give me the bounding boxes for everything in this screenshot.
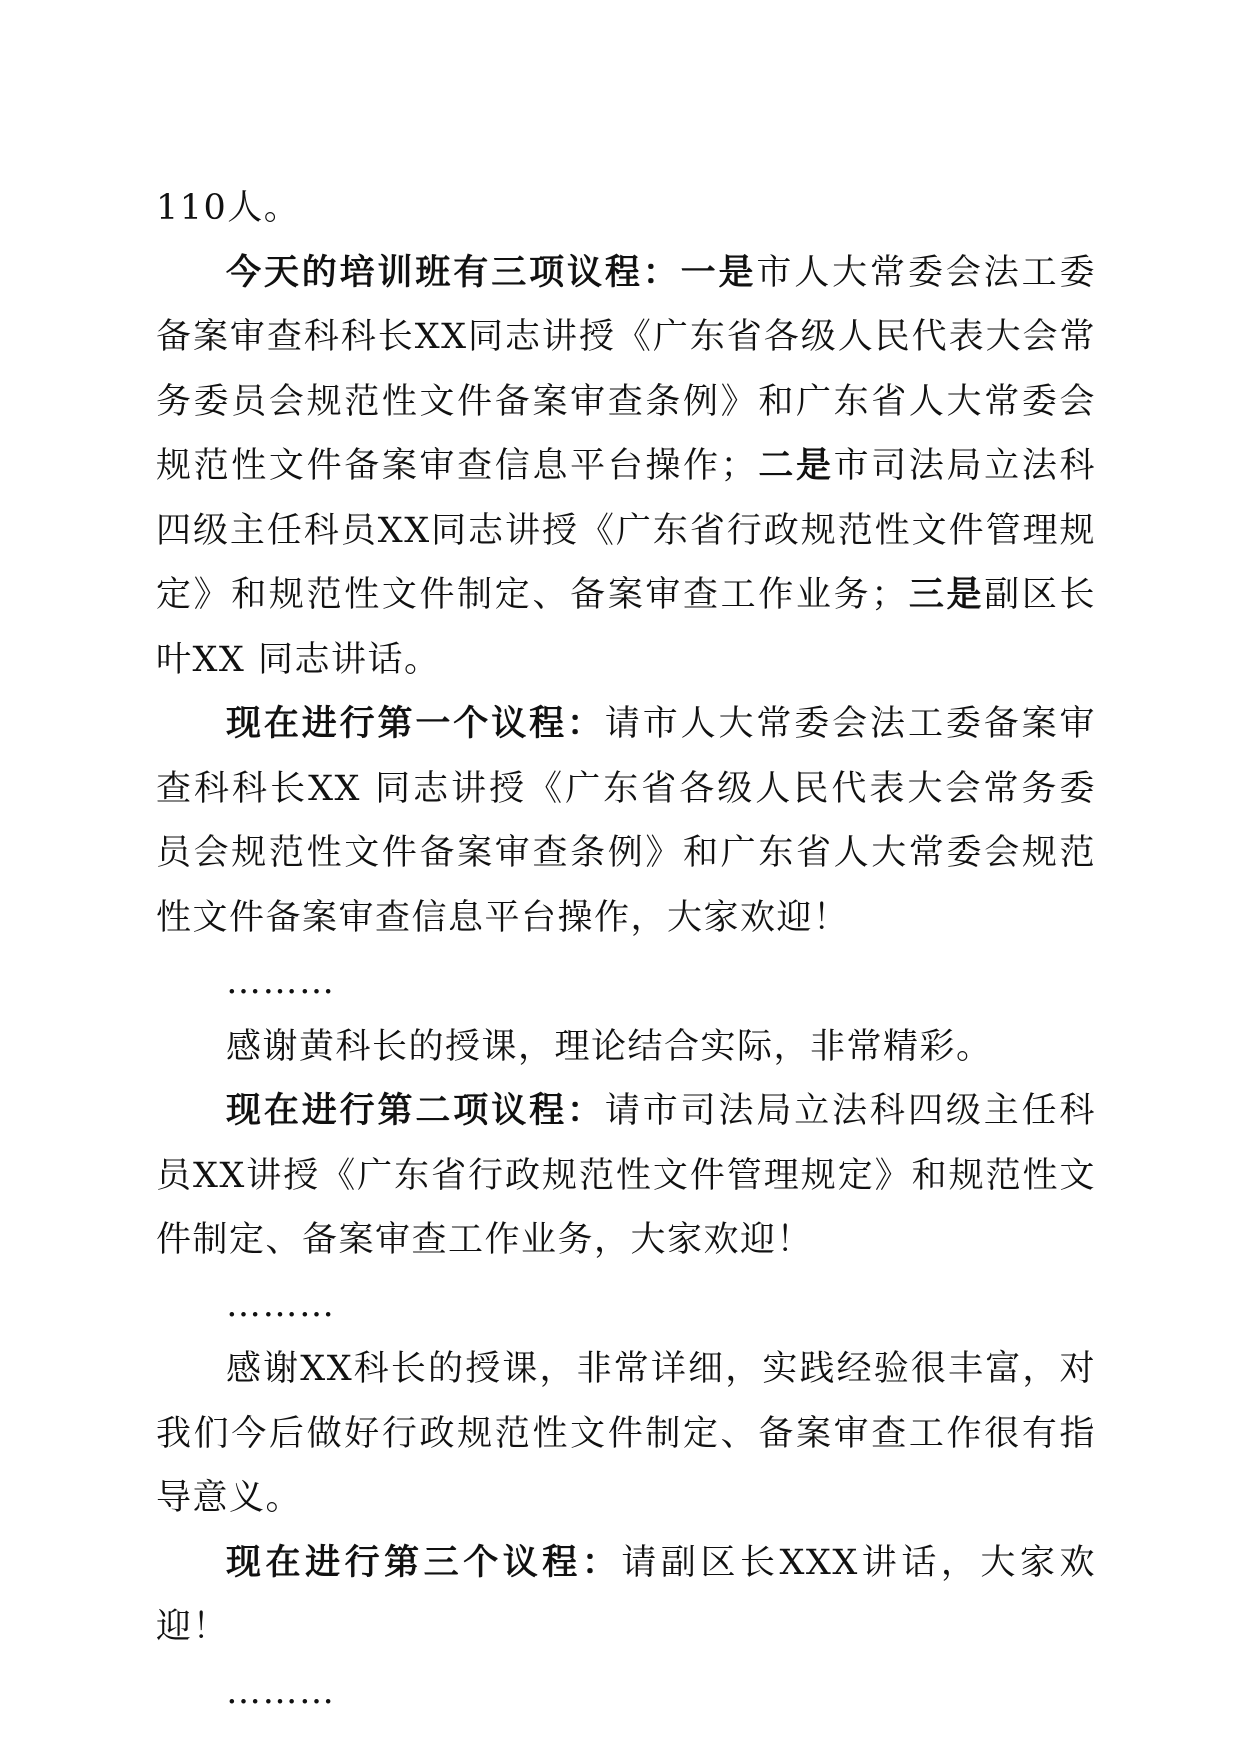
paragraph-agenda-one (156, 692, 1096, 950)
text-run: ……… (226, 962, 336, 1002)
paragraph-thanks-one (156, 1015, 1096, 1080)
ellipsis-break (156, 1660, 1096, 1725)
paragraph-agenda-three (156, 1531, 1096, 1660)
ellipsis-break (156, 950, 1096, 1015)
text-run: 市司法局立法科四级主任科员XX同志讲授《广东省行政规范性文件管理规定》和规范性文件制定、备案审查工作业务； (156, 446, 1096, 615)
text-run: 请市人大常委会法工委备案审查科科长XX 同志讲授《广东省各级人民代表大会常务委员会规范性文件备案审查条例》和广东省人大常委会规范性文件备案审查信息平台操作，大家欢迎！ (156, 704, 1096, 938)
text-run: 110人。 (156, 188, 301, 228)
item-one-marker: 一是 (680, 252, 757, 293)
text-run: 请市司法局立法科四级主任科员XX讲授《广东省行政规范性文件管理规定》和规范性文件制定、备案审查工作业务，大家欢迎！ (156, 1091, 1096, 1260)
text-run: ……… (226, 1671, 336, 1712)
text-run: ……… (226, 1284, 336, 1325)
agenda-heading: 今天的培训班有三项议程： (226, 252, 681, 293)
text-run: 感谢XX科长的授课，非常详细，实践经验很丰富，对我们今后做好行政规范性文件制定、备案审查工作很有指导意义。 (156, 1349, 1096, 1518)
agenda-two-heading: 现在进行第二项议程： (226, 1091, 605, 1131)
ellipsis-break (156, 1273, 1096, 1338)
agenda-three-heading: 现在进行第三个议程： (226, 1542, 622, 1583)
paragraph-attendance (156, 176, 1096, 241)
document-body (156, 176, 1096, 1724)
paragraph-thanks-two (156, 1337, 1096, 1531)
item-three-marker: 三是 (907, 575, 985, 615)
text-run: 感谢黄科长的授课，理论结合实际，非常精彩。 (226, 1026, 993, 1067)
text-run: 市人大常委会法工委备案审查科科长XX同志讲授《广东省各级人民代表大会常务委员会规范性文件备案审查条例》和广东省人大常委会规范性文件备案审查信息平台操作； (156, 252, 1096, 486)
agenda-one-heading: 现在进行第一个议程： (226, 704, 605, 744)
item-two-marker: 二是 (757, 446, 834, 486)
text-run: 请副区长XXX讲话，大家欢迎！ (156, 1542, 1096, 1647)
paragraph-agenda-overview (156, 241, 1096, 693)
paragraph-agenda-two (156, 1079, 1096, 1273)
text-run: 副区长叶XX 同志讲话。 (156, 575, 1096, 680)
